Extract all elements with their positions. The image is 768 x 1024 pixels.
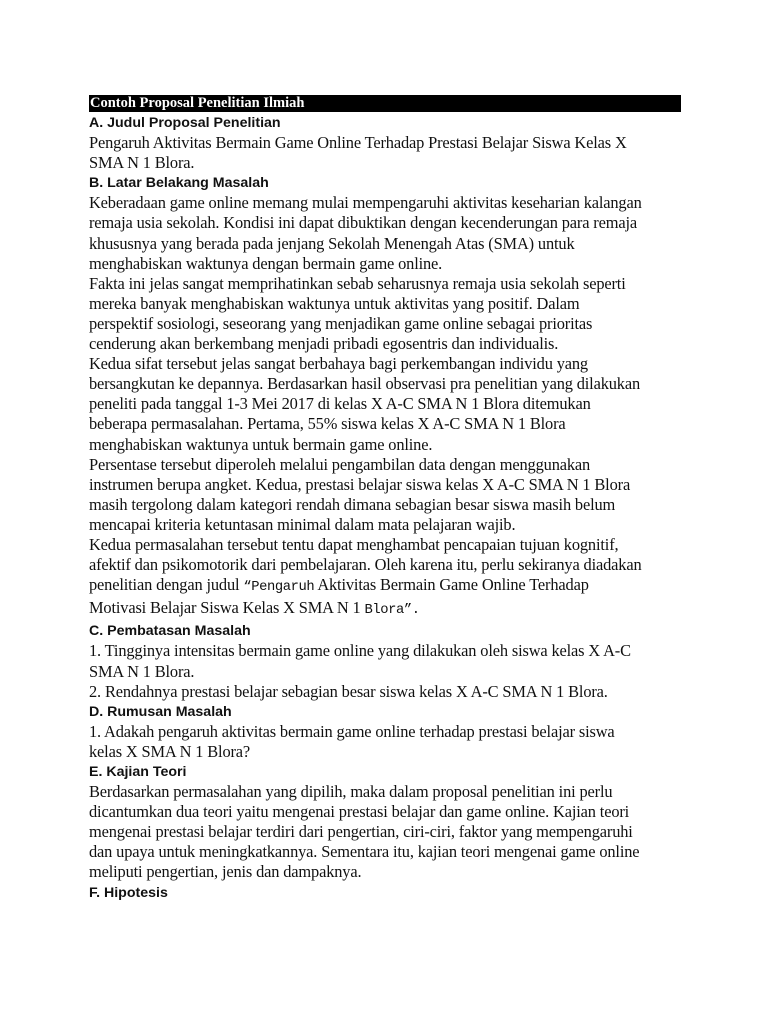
heading-rumusan-masalah: D. Rumusan Masalah xyxy=(89,703,232,720)
paragraph-line: Fakta ini jelas sangat memprihatinkan sebab seharusnya remaja usia sekolah seperti xyxy=(89,273,626,293)
heading-judul-proposal: A. Judul Proposal Penelitian xyxy=(89,115,281,131)
paragraph-line: beberapa permasalahan. Pertama, 55% siswa kelas X A-C SMA N 1 Blora xyxy=(89,414,566,434)
paragraph-line: meliputi pengertian, jenis dan dampaknya. xyxy=(89,862,362,882)
paragraph-line: perspektif sosiologi, seseorang yang menjadikan game online sebagai prioritas xyxy=(89,313,593,333)
list-item-line: 1. Adakah pengaruh aktivitas bermain game online terhadap prestasi belajar siswa xyxy=(89,721,615,741)
paragraph-line: bersangkutan ke depannya. Berdasarkan hasil observasi pra penelitian yang dilakukan xyxy=(89,374,641,394)
paragraph-line: mereka banyak menghabiskan waktunya untuk aktivitas yang positif. Dalam xyxy=(89,293,580,313)
heading-pembatasan-masalah: C. Pembatasan Masalah xyxy=(89,623,251,640)
paragraph-line: menghabiskan waktunya untuk bermain game online. xyxy=(89,434,433,454)
paragraph-line: SMA N 1 Blora. xyxy=(89,153,195,173)
paragraph-line: Persentase tersebut diperoleh melalui pengambilan data dengan menggunakan xyxy=(89,454,591,474)
list-item-line: kelas X SMA N 1 Blora? xyxy=(89,741,251,761)
paragraph-text: Aktivitas Bermain Game Online Terhadap xyxy=(314,575,589,595)
paragraph-line: instrumen berupa angket. Kedua, prestasi belajar siswa kelas X A-C SMA N 1 Blora xyxy=(89,474,631,494)
quoted-title-text: Blora”. xyxy=(364,603,420,619)
list-item-line: 1. Tingginya intensitas bermain game online yang dilakukan oleh siswa kelas X A-C xyxy=(89,641,631,661)
paragraph-line: Kedua permasalahan tersebut tentu dapat menghambat pencapaian tujuan kognitif, xyxy=(89,534,619,554)
paragraph-text: penelitian dengan judul xyxy=(89,575,244,595)
paragraph-text: Motivasi Belajar Siswa Kelas X SMA N 1 xyxy=(89,598,365,618)
paragraph-line: Kedua sifat tersebut jelas sangat berbahaya bagi perkembangan individu yang xyxy=(89,354,588,374)
list-item-line: SMA N 1 Blora. xyxy=(89,661,195,681)
document-title: Contoh Proposal Penelitian Ilmiah xyxy=(89,95,681,112)
paragraph-line: khususnya yang berada pada jenjang Sekolah Menengah Atas (SMA) untuk xyxy=(89,233,575,253)
heading-kajian-teori: E. Kajian Teori xyxy=(89,764,187,780)
paragraph-line: Keberadaan game online memang mulai mempengaruhi aktivitas keseharian kalangan xyxy=(89,193,642,213)
paragraph-line: masih tergolong dalam kategori rendah dimana sebagian besar siswa masih belum xyxy=(89,494,616,514)
paragraph-line-mixed xyxy=(89,598,681,621)
paragraph-line: cenderung akan berkembang menjadi pribadi egosentris dan individualis. xyxy=(89,334,559,354)
paragraph-line: dan upaya untuk meningkatkannya. Sementara itu, kajian teori mengenai game online xyxy=(89,842,640,862)
paragraph-line: Berdasarkan permasalahan yang dipilih, maka dalam proposal penelitian ini perlu xyxy=(89,782,613,802)
quoted-title-text: “Pengaruh xyxy=(243,580,315,596)
paragraph-line: menghabiskan waktunya dengan bermain game online. xyxy=(89,253,443,273)
document-page xyxy=(89,95,681,903)
heading-latar-belakang: B. Latar Belakang Masalah xyxy=(89,175,269,192)
paragraph-line: remaja usia sekolah. Kondisi ini dapat dibuktikan dengan kecenderungan para remaja xyxy=(89,213,637,233)
paragraph-line: mengenai prestasi belajar terdiri dari pengertian, ciri-ciri, faktor yang mempengaruhi xyxy=(89,822,633,842)
paragraph-line: peneliti pada tanggal 1-3 Mei 2017 di kelas X A-C SMA N 1 Blora ditemukan xyxy=(89,394,591,414)
list-item-line: 2. Rendahnya prestasi belajar sebagian besar siswa kelas X A-C SMA N 1 Blora. xyxy=(89,681,608,701)
paragraph-line-mixed xyxy=(89,575,681,598)
paragraph-line: dicantumkan dua teori yaitu mengenai prestasi belajar dan game online. Kajian teori xyxy=(89,802,630,822)
heading-hipotesis: F. Hipotesis xyxy=(89,884,168,901)
paragraph-line: mencapai kriteria ketuntasan minimal dalam mata pelajaran wajib. xyxy=(89,514,516,534)
paragraph-line: Pengaruh Aktivitas Bermain Game Online Terhadap Prestasi Belajar Siswa Kelas X xyxy=(89,133,627,153)
paragraph-line: afektif dan psikomotorik dari pembelajaran. Oleh karena itu, perlu sekiranya diadakan xyxy=(89,555,642,575)
